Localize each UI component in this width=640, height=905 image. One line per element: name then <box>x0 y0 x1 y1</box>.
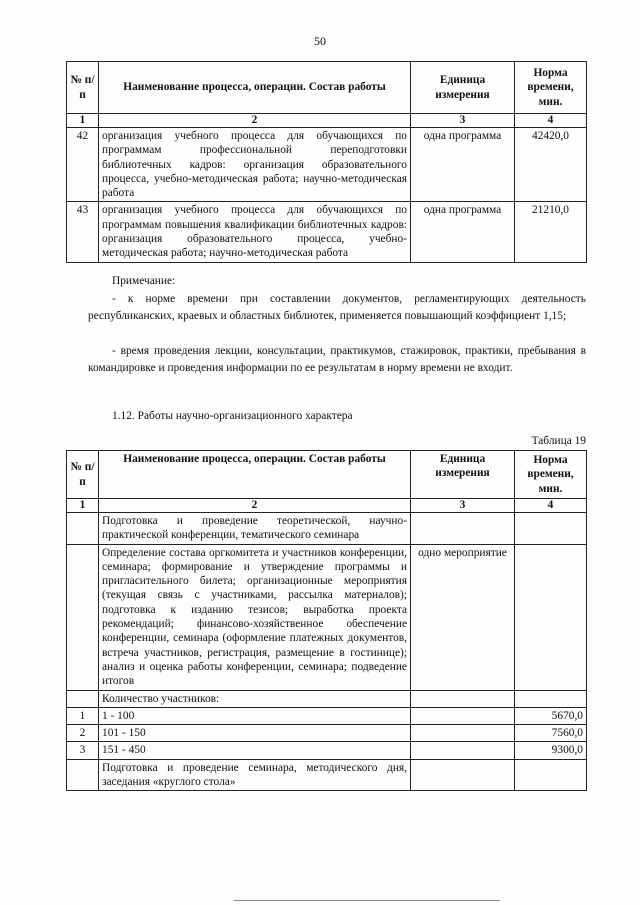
header-norm: Норма времени, мин. <box>515 451 587 499</box>
row-num: 43 <box>67 202 99 262</box>
header-norm: Норма времени, мин. <box>515 62 587 114</box>
table-row <box>67 202 587 262</box>
header-num: № п/п <box>67 451 99 499</box>
table-row <box>67 513 587 545</box>
header-unit: Единица измерения <box>411 62 515 114</box>
col-number: 1 <box>67 499 99 513</box>
page-number: 50 <box>314 34 326 48</box>
row-norm: 21210,0 <box>515 202 587 262</box>
table-row <box>67 128 587 202</box>
table-row <box>67 725 587 742</box>
row-num: 2 <box>67 725 99 742</box>
row-num: 1 <box>67 707 99 724</box>
col-number: 3 <box>411 499 515 513</box>
column-number-row <box>67 499 587 513</box>
col-number: 3 <box>411 114 515 128</box>
row-name: 101 - 150 <box>99 725 411 742</box>
col-number: 4 <box>515 499 587 513</box>
section-title: 1.12. Работы научно-организационного характера <box>112 410 353 422</box>
column-number-row <box>67 114 587 128</box>
table-row <box>67 742 587 759</box>
col-number: 1 <box>67 114 99 128</box>
heading-row-name: Подготовка и проведение теоретической, научно-практической конференции, тематического семинара <box>99 513 411 545</box>
row-num: 42 <box>67 128 99 202</box>
table-row <box>67 707 587 724</box>
col-number: 4 <box>515 114 587 128</box>
table-label: Таблица 19 <box>531 435 586 447</box>
row-name: 151 - 450 <box>99 742 411 759</box>
bottom-divider <box>234 900 500 901</box>
header-name: Наименование процесса, операции. Состав работы <box>99 62 411 114</box>
composition-unit: одно мероприятие <box>411 544 515 690</box>
table-row <box>67 759 587 791</box>
row-name: организация учебного процесса для обучающихся по программам повышения квалификации библиотечных кадров: организация образовательного процесса, учебно-методическая работа; научно-методическая работа <box>99 202 411 262</box>
row-norm: 7560,0 <box>515 725 587 742</box>
table-row <box>67 544 587 690</box>
row-norm: 42420,0 <box>515 128 587 202</box>
last-row-name: Подготовка и проведение семинара, методического дня, заседания «круглого стола» <box>99 759 411 791</box>
col-number: 2 <box>99 114 411 128</box>
row-unit: одна программа <box>411 202 515 262</box>
header-unit: Единица измерения <box>411 451 515 499</box>
note-item-2: - время проведения лекции, консультации, практикумов, стажировок, практики, пребывания в командировке и проведения информации по ее результатам в норму времени не входит. <box>88 345 586 374</box>
row-unit: одна программа <box>411 128 515 202</box>
header-num: № п/п <box>67 62 99 114</box>
table-19 <box>66 450 587 791</box>
row-num: 3 <box>67 742 99 759</box>
row-name: 1 - 100 <box>99 707 411 724</box>
col-number: 2 <box>99 499 411 513</box>
note-label: Примечание: <box>112 275 176 287</box>
table-norms-education <box>66 61 587 263</box>
row-norm: 9300,0 <box>515 742 587 759</box>
table-header-row <box>67 451 587 499</box>
header-name: Наименование процесса, операции. Состав работы <box>99 451 411 499</box>
row-name: организация учебного процесса для обучающихся по программам профессиональной переподготовки библиотечных кадров: организация образовательного процесса, учебно-методическая работа; научно-методическая работа <box>99 128 411 202</box>
table-row <box>67 690 587 707</box>
composition-name: Определение состава оргкомитета и участников конференции, семинара; формирование и утверждение программы и пригласительного билета; организационные мероприятия (текущая связь с участниками, рассылка материалов); подготовка к изданию тезисов; выработка проекта рекомендаций; финансово-хозяйственное обеспечение конференции, семинара (оформление платежных документов, встреча участников, регистрация, размещение в гостинице); анализ и оценка работы конференции, семинара; подведение итогов <box>99 544 411 690</box>
participants-label: Количество участников: <box>99 690 411 707</box>
row-norm: 5670,0 <box>515 707 587 724</box>
table-header-row <box>67 62 587 114</box>
note-item-1: - к норме времени при составлении документов, регламентирующих деятельность республиканских, краевых и областных библиотек, применяется повышающий коэффициент 1,15; <box>88 293 586 322</box>
